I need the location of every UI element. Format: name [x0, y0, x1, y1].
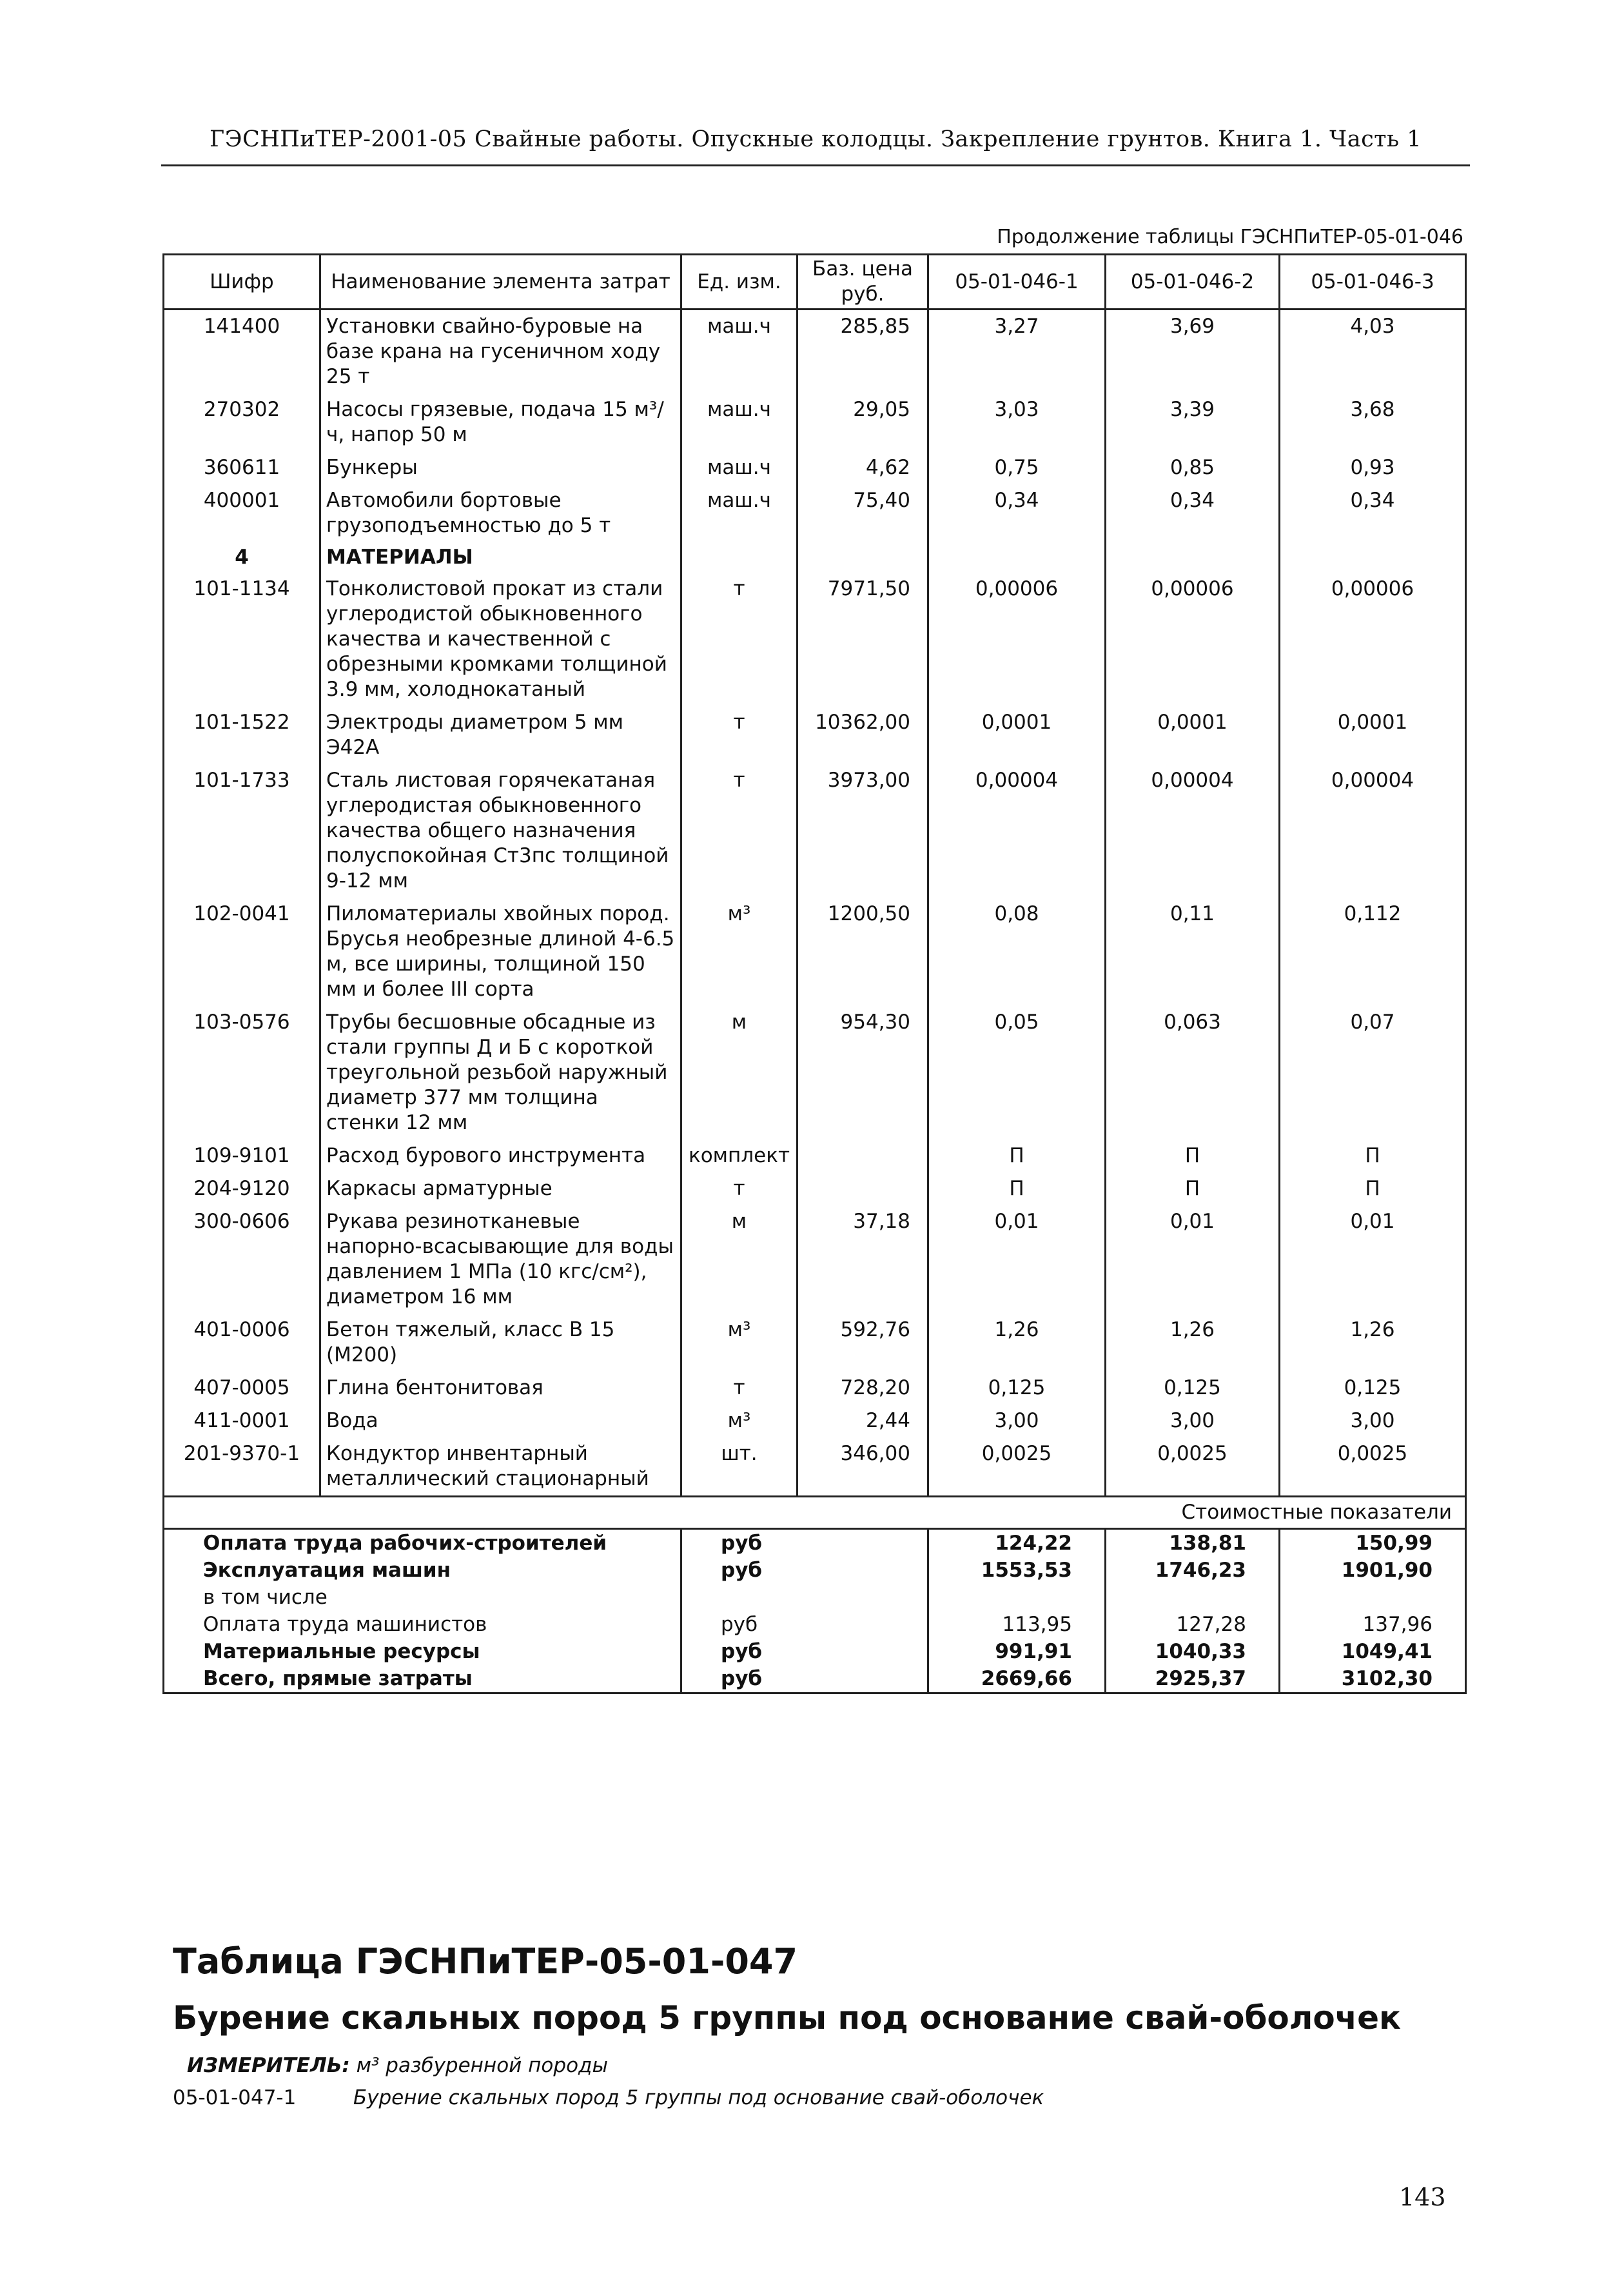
- table-row: [164, 1437, 1466, 1497]
- row-value-2: 0,00006: [1106, 573, 1280, 706]
- resource-table: [162, 253, 1467, 1694]
- row-value-2: 0,34: [1106, 484, 1280, 542]
- summary-value-1: 1553,53: [928, 1557, 1106, 1584]
- summary-value-3: 137,96: [1280, 1611, 1466, 1638]
- row-value-2: 0,0025: [1106, 1437, 1280, 1497]
- table-row: [164, 573, 1466, 706]
- row-code: 102-0041: [164, 898, 320, 1006]
- row-code: 201-9370-1: [164, 1437, 320, 1497]
- row-code: 101-1733: [164, 764, 320, 898]
- item-description: Бурение скальных пород 5 группы под основание свай-оболочек: [353, 2086, 1044, 2109]
- table-row: [164, 1172, 1466, 1205]
- summary-value-2: 138,81: [1106, 1529, 1280, 1557]
- row-value-1: 0,05: [928, 1006, 1106, 1140]
- table-row: [164, 1205, 1466, 1314]
- row-value-2: 0,85: [1106, 451, 1280, 484]
- row-name: Автомобили бортовые грузоподъемностью до 5 т: [320, 484, 681, 542]
- table-row: [164, 1314, 1466, 1372]
- row-name: Кондуктор инвентарный металлический стационарный: [320, 1437, 681, 1497]
- summary-unit: руб: [681, 1557, 928, 1584]
- materials-section-header: [164, 542, 1466, 573]
- row-price: 285,85: [797, 310, 928, 394]
- row-value-1: 0,00006: [928, 573, 1106, 706]
- measure-label: ИЗМЕРИТЕЛЬ:: [187, 2054, 350, 2077]
- row-code: 400001: [164, 484, 320, 542]
- row-price: 75,40: [797, 484, 928, 542]
- row-price: 7971,50: [797, 573, 928, 706]
- row-name: Установки свайно-буровые на базе крана на гусеничном ходу 25 т: [320, 310, 681, 394]
- row-value-2: 0,11: [1106, 898, 1280, 1006]
- row-value-3: 3,68: [1280, 393, 1466, 451]
- row-code: 204-9120: [164, 1172, 320, 1205]
- col-header-v2: 05-01-046-2: [1106, 255, 1280, 310]
- row-value-2: 3,00: [1106, 1405, 1280, 1437]
- row-unit: м: [681, 1006, 797, 1140]
- row-value-1: 0,125: [928, 1372, 1106, 1405]
- row-code: 401-0006: [164, 1314, 320, 1372]
- row-price: [797, 1172, 928, 1205]
- row-value-1: 3,00: [928, 1405, 1106, 1437]
- next-table-heading: Таблица ГЭСНПиТЕР-05-01-047: [173, 1941, 798, 1982]
- row-price: 29,05: [797, 393, 928, 451]
- row-value-2: 0,125: [1106, 1372, 1280, 1405]
- summary-value-2: 127,28: [1106, 1611, 1280, 1638]
- header-rule: [161, 164, 1470, 166]
- row-value-3: 0,34: [1280, 484, 1466, 542]
- row-value-2: 0,01: [1106, 1205, 1280, 1314]
- row-price: [797, 1140, 928, 1172]
- row-value-2: 3,69: [1106, 310, 1280, 394]
- row-code: 300-0606: [164, 1205, 320, 1314]
- row-value-3: П: [1280, 1140, 1466, 1172]
- summary-value-3: 1049,41: [1280, 1638, 1466, 1665]
- row-value-2: 1,26: [1106, 1314, 1280, 1372]
- row-value-1: 3,27: [928, 310, 1106, 394]
- summary-value-1: [928, 1584, 1106, 1611]
- row-unit: м³: [681, 1314, 797, 1372]
- table-row: [164, 706, 1466, 764]
- row-unit: т: [681, 1372, 797, 1405]
- row-price: 10362,00: [797, 706, 928, 764]
- table-row: [164, 484, 1466, 542]
- row-unit: комплект: [681, 1140, 797, 1172]
- machines-section: [164, 310, 1466, 543]
- materials-section: [164, 573, 1466, 1497]
- col-header-code: Шифр: [164, 255, 320, 310]
- table-row: [164, 451, 1466, 484]
- summary-value-1: 113,95: [928, 1611, 1106, 1638]
- materials-section-code: 4: [164, 542, 320, 573]
- measure-value: м³ разбуренной породы: [356, 2054, 608, 2077]
- summary-value-2: [1106, 1584, 1280, 1611]
- row-code: 141400: [164, 310, 320, 394]
- summary-unit: руб: [681, 1665, 928, 1693]
- row-name: Бетон тяжелый, класс В 15 (М200): [320, 1314, 681, 1372]
- summary-value-1: 2669,66: [928, 1665, 1106, 1693]
- row-unit: т: [681, 706, 797, 764]
- summary-unit: [681, 1584, 928, 1611]
- row-value-3: 0,0025: [1280, 1437, 1466, 1497]
- row-value-3: 0,07: [1280, 1006, 1466, 1140]
- row-value-1: П: [928, 1172, 1106, 1205]
- cost-header: Стоимостные показатели: [164, 1497, 1466, 1529]
- row-code: 360611: [164, 451, 320, 484]
- materials-section-title: МАТЕРИАЛЫ: [320, 542, 681, 573]
- next-table-subheading: Бурение скальных пород 5 группы под основание свай-оболочек: [173, 1999, 1401, 2037]
- row-name: Пиломатериалы хвойных пород. Брусья необрезные длиной 4-6.5 м, все ширины, толщиной 150 мм и более III сорта: [320, 898, 681, 1006]
- table-row: [164, 310, 1466, 394]
- row-price: 728,20: [797, 1372, 928, 1405]
- row-value-3: 4,03: [1280, 310, 1466, 394]
- summary-section: [164, 1529, 1466, 1693]
- row-value-3: 3,00: [1280, 1405, 1466, 1437]
- row-name: Глина бентонитовая: [320, 1372, 681, 1405]
- row-value-3: 0,93: [1280, 451, 1466, 484]
- col-header-name: Наименование элемента затрат: [320, 255, 681, 310]
- col-header-unit: Ед. изм.: [681, 255, 797, 310]
- col-header-v3: 05-01-046-3: [1280, 255, 1466, 310]
- summary-name: Оплата труда машинистов: [164, 1611, 681, 1638]
- measure-line: [187, 2054, 608, 2077]
- table-row: [164, 1140, 1466, 1172]
- page-number: 143: [1399, 2183, 1446, 2211]
- row-name: Трубы бесшовные обсадные из стали группы Д и Б с короткой треугольной резьбой наружный диаметр 377 мм толщина стенки 12 мм: [320, 1006, 681, 1140]
- row-unit: т: [681, 573, 797, 706]
- row-value-1: 1,26: [928, 1314, 1106, 1372]
- summary-value-3: 3102,30: [1280, 1665, 1466, 1693]
- cost-header-row: [164, 1497, 1466, 1529]
- row-unit: т: [681, 1172, 797, 1205]
- row-value-3: 0,112: [1280, 898, 1466, 1006]
- row-name: Сталь листовая горячекатаная углеродистая обыкновенного качества общего назначения полуспокойная Ст3пс толщиной 9-12 мм: [320, 764, 681, 898]
- row-price: 4,62: [797, 451, 928, 484]
- row-price: 954,30: [797, 1006, 928, 1140]
- running-header: ГЭСНПиТЕР-2001-05 Свайные работы. Опускные колодцы. Закрепление грунтов. Книга 1. Часть 1: [210, 126, 1422, 152]
- col-header-v1: 05-01-046-1: [928, 255, 1106, 310]
- row-unit: м: [681, 1205, 797, 1314]
- row-code: 411-0001: [164, 1405, 320, 1437]
- row-unit: т: [681, 764, 797, 898]
- summary-value-2: 1746,23: [1106, 1557, 1280, 1584]
- row-code: 103-0576: [164, 1006, 320, 1140]
- summary-value-2: 1040,33: [1106, 1638, 1280, 1665]
- row-unit: маш.ч: [681, 484, 797, 542]
- summary-value-2: 2925,37: [1106, 1665, 1280, 1693]
- row-name: Вода: [320, 1405, 681, 1437]
- row-value-1: 0,01: [928, 1205, 1106, 1314]
- summary-unit: руб: [681, 1529, 928, 1557]
- item-code: 05-01-047-1: [173, 2086, 297, 2109]
- row-value-2: 3,39: [1106, 393, 1280, 451]
- row-name: Каркасы арматурные: [320, 1172, 681, 1205]
- row-value-2: 0,00004: [1106, 764, 1280, 898]
- row-name: Насосы грязевые, подача 15 м³/ч, напор 50 м: [320, 393, 681, 451]
- row-code: 101-1522: [164, 706, 320, 764]
- table-row: [164, 1372, 1466, 1405]
- row-unit: маш.ч: [681, 451, 797, 484]
- row-value-3: П: [1280, 1172, 1466, 1205]
- row-value-2: П: [1106, 1140, 1280, 1172]
- row-value-1: 0,0001: [928, 706, 1106, 764]
- item-line: [173, 2086, 1044, 2109]
- row-unit: маш.ч: [681, 393, 797, 451]
- table-row: [164, 764, 1466, 898]
- row-price: 346,00: [797, 1437, 928, 1497]
- row-code: 101-1134: [164, 573, 320, 706]
- row-name: Рукава резинотканевые напорно-всасывающие для воды давлением 1 МПа (10 кгс/см²), диаметром 16 мм: [320, 1205, 681, 1314]
- summary-value-3: [1280, 1584, 1466, 1611]
- row-code: 407-0005: [164, 1372, 320, 1405]
- row-value-2: 0,0001: [1106, 706, 1280, 764]
- row-value-2: П: [1106, 1172, 1280, 1205]
- row-unit: маш.ч: [681, 310, 797, 394]
- row-price: 1200,50: [797, 898, 928, 1006]
- row-unit: шт.: [681, 1437, 797, 1497]
- table-header-row: [164, 255, 1466, 310]
- table-row: [164, 1405, 1466, 1437]
- row-value-1: 0,00004: [928, 764, 1106, 898]
- summary-row: [164, 1584, 1466, 1611]
- row-price: 3973,00: [797, 764, 928, 898]
- row-price: 2,44: [797, 1405, 928, 1437]
- row-price: 592,76: [797, 1314, 928, 1372]
- row-value-3: 0,0001: [1280, 706, 1466, 764]
- row-value-3: 1,26: [1280, 1314, 1466, 1372]
- summary-name: в том числе: [164, 1584, 681, 1611]
- table-continuation-caption: Продолжение таблицы ГЭСНПиТЕР-05-01-046: [997, 226, 1463, 248]
- summary-row: [164, 1665, 1466, 1693]
- row-code: 270302: [164, 393, 320, 451]
- row-unit: м³: [681, 898, 797, 1006]
- row-value-3: 0,01: [1280, 1205, 1466, 1314]
- summary-name: Эксплуатация машин: [164, 1557, 681, 1584]
- row-value-1: 0,08: [928, 898, 1106, 1006]
- summary-row: [164, 1638, 1466, 1665]
- summary-name: Оплата труда рабочих-строителей: [164, 1529, 681, 1557]
- summary-value-1: 991,91: [928, 1638, 1106, 1665]
- summary-unit: руб: [681, 1638, 928, 1665]
- summary-name: Материальные ресурсы: [164, 1638, 681, 1665]
- table-row: [164, 1006, 1466, 1140]
- summary-value-1: 124,22: [928, 1529, 1106, 1557]
- summary-row: [164, 1611, 1466, 1638]
- row-value-1: 0,75: [928, 451, 1106, 484]
- col-header-price: Баз. цена руб.: [797, 255, 928, 310]
- row-value-3: 0,00004: [1280, 764, 1466, 898]
- row-value-3: 0,00006: [1280, 573, 1466, 706]
- cost-indicators: [164, 1497, 1466, 1529]
- row-name: Бункеры: [320, 451, 681, 484]
- summary-value-3: 1901,90: [1280, 1557, 1466, 1584]
- row-value-1: 0,0025: [928, 1437, 1106, 1497]
- row-name: Тонколистовой прокат из стали углеродистой обыкновенного качества и качественной с обрезными кромками толщиной 3.9 мм, холоднокатаный: [320, 573, 681, 706]
- row-value-1: 0,34: [928, 484, 1106, 542]
- row-value-3: 0,125: [1280, 1372, 1466, 1405]
- row-name: Электроды диаметром 5 мм Э42А: [320, 706, 681, 764]
- table-row: [164, 393, 1466, 451]
- summary-row: [164, 1557, 1466, 1584]
- row-code: 109-9101: [164, 1140, 320, 1172]
- row-value-2: 0,063: [1106, 1006, 1280, 1140]
- table-row: [164, 898, 1466, 1006]
- row-unit: м³: [681, 1405, 797, 1437]
- summary-name: Всего, прямые затраты: [164, 1665, 681, 1693]
- row-value-1: П: [928, 1140, 1106, 1172]
- row-price: 37,18: [797, 1205, 928, 1314]
- summary-row: [164, 1529, 1466, 1557]
- summary-unit: руб: [681, 1611, 928, 1638]
- row-name: Расход бурового инструмента: [320, 1140, 681, 1172]
- row-value-1: 3,03: [928, 393, 1106, 451]
- summary-value-3: 150,99: [1280, 1529, 1466, 1557]
